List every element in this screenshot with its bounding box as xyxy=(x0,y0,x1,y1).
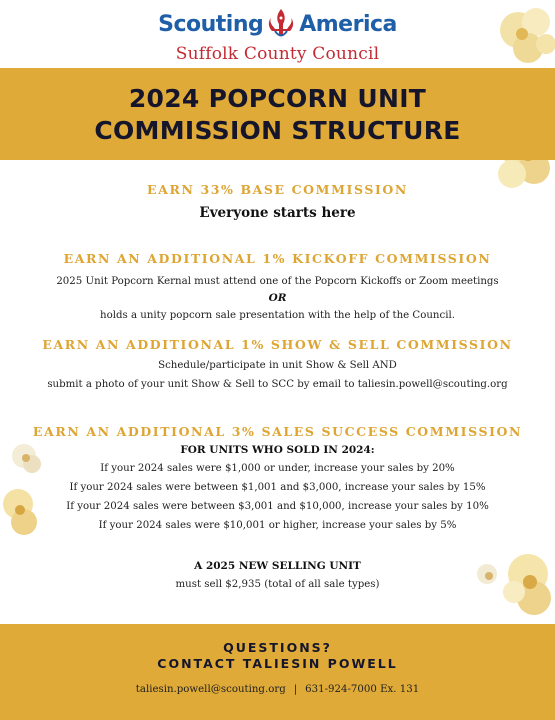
sales-success-line: If your 2024 sales were $10,001 or higher, increase your sales by 5% xyxy=(98,520,457,531)
footer-questions: QUESTIONS? xyxy=(223,640,332,655)
fleur-de-lis-icon xyxy=(266,7,296,41)
new-unit-heading: A 2025 NEW SELLING UNIT xyxy=(194,560,361,572)
kickoff-line-2: holds a unity popcorn sale presentation with the help of the Council. xyxy=(100,310,455,321)
sales-success-commission-section xyxy=(0,424,555,535)
base-commission-text: Everyone starts here xyxy=(199,205,356,221)
contact-separator: | xyxy=(293,684,298,695)
kickoff-line-1: 2025 Unit Popcorn Kernal must attend one of the Popcorn Kickoffs or Zoom meetings xyxy=(56,276,499,287)
new-unit-section xyxy=(0,557,555,594)
sales-success-line: If your 2024 sales were between $3,001 and $10,000, increase your sales by 10% xyxy=(66,501,489,512)
sales-success-heading: EARN AN ADDITIONAL 3% SALES SUCCESS COMMISSION xyxy=(32,424,523,439)
new-unit-text: must sell $2,935 (total of all sale types) xyxy=(175,579,380,590)
brand-word-right: America xyxy=(299,11,397,37)
page-title-line-1: 2024 POPCORN UNIT xyxy=(128,84,427,113)
header-logo xyxy=(0,6,555,64)
show-sell-commission-section xyxy=(0,337,555,394)
title-band xyxy=(0,68,555,160)
brand-word-left: Scouting xyxy=(158,11,264,37)
sales-success-line: If your 2024 sales were between $1,001 and $3,000, increase your sales by 15% xyxy=(69,482,486,493)
show-sell-line-2: submit a photo of your unit Show & Sell to SCC by email to taliesin.powell@scouting.org xyxy=(47,379,508,390)
kickoff-commission-heading: EARN AN ADDITIONAL 1% KICKOFF COMMISSION xyxy=(63,251,492,266)
kickoff-commission-section xyxy=(0,251,555,325)
base-commission-section xyxy=(0,182,555,221)
base-commission-heading: EARN 33% BASE COMMISSION xyxy=(147,182,408,197)
council-name: Suffolk County Council xyxy=(175,44,380,64)
kickoff-or: OR xyxy=(268,292,287,304)
contact-phone: 631-924-7000 Ex. 131 xyxy=(305,684,420,695)
sales-success-subheading: FOR UNITS WHO SOLD IN 2024: xyxy=(180,444,375,456)
show-sell-commission-heading: EARN AN ADDITIONAL 1% SHOW & SELL COMMISSION xyxy=(42,337,513,352)
contact-email-link[interactable]: taliesin.powell@scouting.org xyxy=(135,684,286,695)
footer-band xyxy=(0,624,555,720)
footer-contact-heading: CONTACT TALIESIN POWELL xyxy=(157,656,398,671)
page-title-line-2: COMMISSION STRUCTURE xyxy=(94,116,461,145)
footer-contact-line xyxy=(0,684,555,695)
sales-success-line: If your 2024 sales were $1,000 or under, increase your sales by 20% xyxy=(100,463,455,474)
show-sell-line-1: Schedule/participate in unit Show & Sell AND xyxy=(158,360,397,371)
popcorn-image-top-right xyxy=(488,0,555,70)
